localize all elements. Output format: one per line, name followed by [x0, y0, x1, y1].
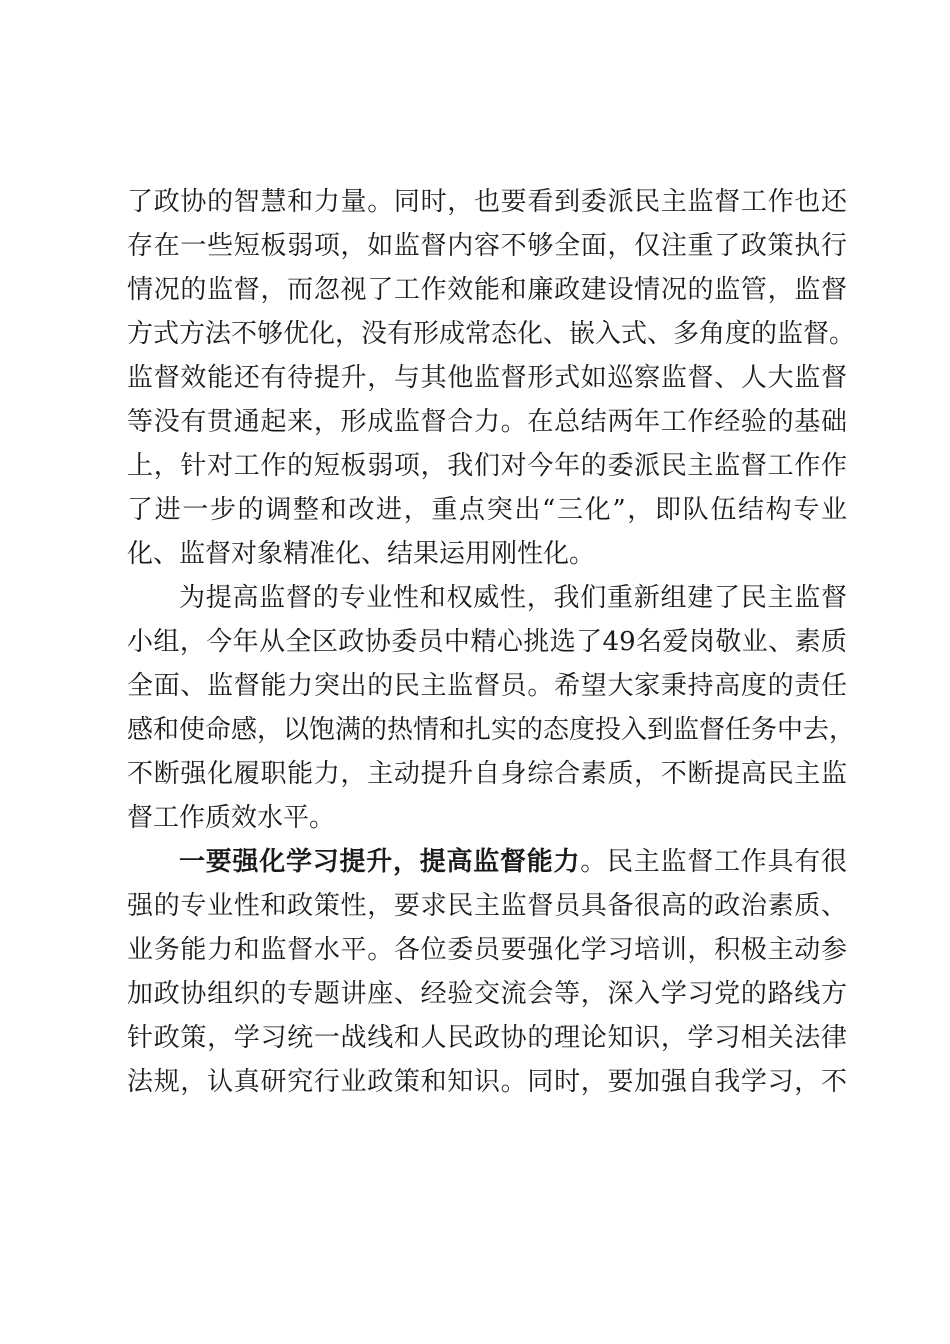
- text-line: 全面、监督能力突出的民主监督员。希望大家秉持高度的责任: [127, 671, 847, 701]
- text-line: 感和使命感，以饱满的热情和扎实的态度投入到监督任务中去，: [127, 715, 856, 745]
- text-line: 不断强化履职能力，主动提升自身综合素质，不断提高民主监: [127, 759, 847, 789]
- text-line: 为提高监督的专业性和权威性，我们重新组建了民主监督: [179, 583, 847, 613]
- text-line: 业务能力和监督水平。各位委员要强化学习培训，积极主动参: [127, 935, 847, 965]
- document-page: [127, 180, 856, 1104]
- text-line: 了政协的智慧和力量。同时，也要看到委派民主监督工作也还: [127, 187, 847, 217]
- paragraph-3: [127, 840, 847, 1104]
- text-line: 监督效能还有待提升，与其他监督形式如巡察监督、人大监督: [127, 363, 847, 393]
- bold-heading: 一要强化学习提升，提高监督能力: [179, 847, 581, 877]
- text-line: 小组，今年从全区政协委员中精心挑选了49名爱岗敬业、素质: [127, 627, 847, 657]
- text-line: 化、监督对象精准化、结果运用刚性化。: [127, 539, 596, 569]
- text-line: 情况的监督，而忽视了工作效能和廉政建设情况的监管，监督: [127, 275, 847, 305]
- text-line: 法规，认真研究行业政策和知识。同时，要加强自我学习，不: [127, 1067, 847, 1097]
- text-line: 存在一些短板弱项，如监督内容不够全面，仅注重了政策执行: [127, 231, 847, 261]
- text-line: 方式方法不够优化，没有形成常态化、嵌入式、多角度的监督。: [127, 319, 856, 349]
- text-line: 加政协组织的专题讲座、经验交流会等，深入学习党的路线方: [127, 979, 847, 1009]
- text-line: 督工作质效水平。: [127, 803, 336, 833]
- text-line: [127, 840, 847, 884]
- text-run: 。民主监督工作具有很: [580, 847, 847, 877]
- text-line: 了进一步的调整和改进，重点突出“三化”，即队伍结构专业: [127, 495, 847, 525]
- text-line: 等没有贯通起来，形成监督合力。在总结两年工作经验的基础: [127, 407, 847, 437]
- text-line: 强的专业性和政策性，要求民主监督员具备很高的政治素质、: [127, 891, 847, 921]
- paragraph-2: [127, 576, 856, 840]
- text-line: 针政策，学习统一战线和人民政协的理论知识，学习相关法律: [127, 1023, 847, 1053]
- paragraph-1: [127, 180, 856, 576]
- text-line: 上，针对工作的短板弱项，我们对今年的委派民主监督工作作: [127, 451, 847, 481]
